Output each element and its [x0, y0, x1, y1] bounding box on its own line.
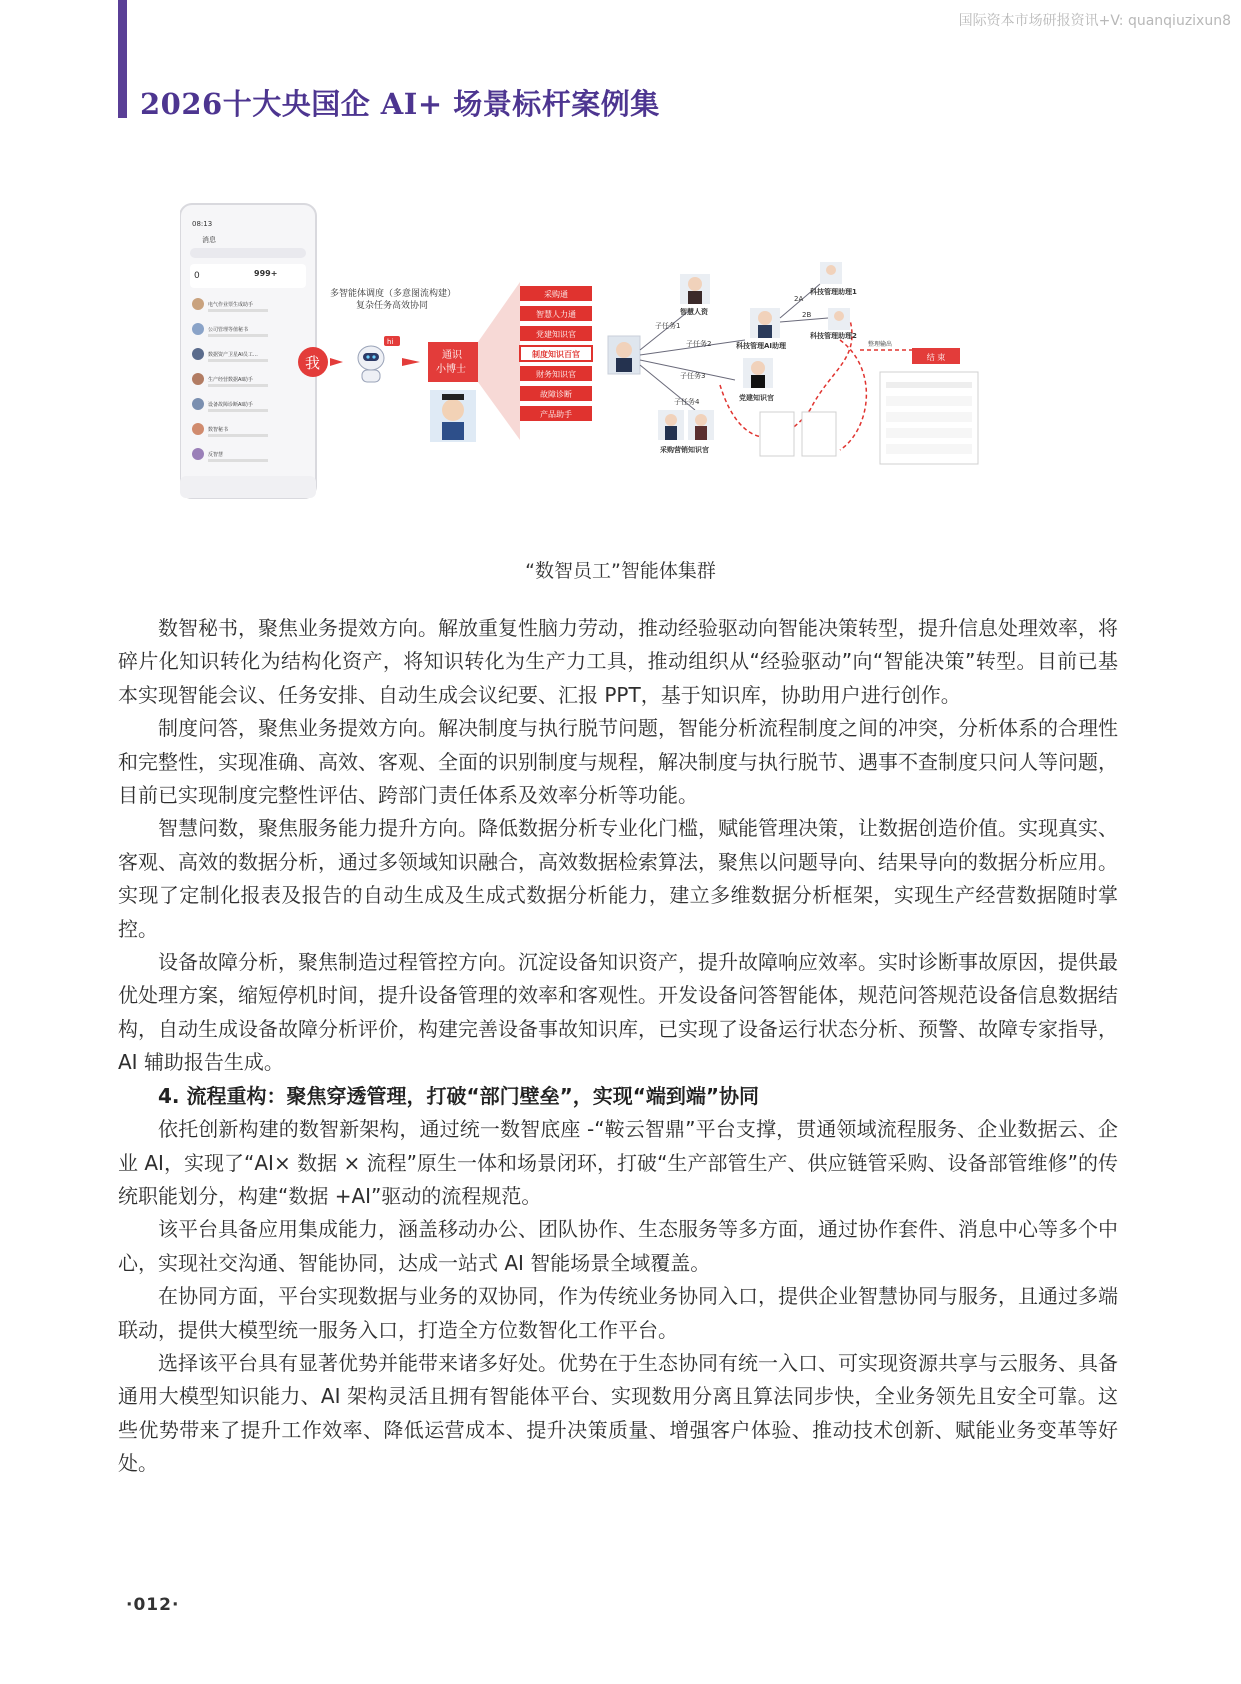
body-paragraph: 该平台具备应用集成能力，涵盖移动办公、团队协作、生态服务等多方面，通过协作套件、消息中心等多个中心，实现社交沟通、智能协同，达成一站式 AI 智能场景全域覆盖。: [118, 1217, 1118, 1275]
tongshi-box: [428, 342, 478, 382]
body-paragraph: 数智秘书，聚焦业务提效方向。解放重复性脑力劳动，推动经验驱动向智能决策转型，提升信息处理效率，将碎片化知识转化为结构化资产，将知识转化为生产力工具，推动组织从“经验驱动”向“智能决策”转型。目前已基本实现智能会议、任务安排、自动生成会议纪要、汇报 PPT，基于知识库，协助用户进行创作。: [118, 616, 1118, 707]
agent-menu-item: [520, 286, 592, 301]
watermark-text: 国际资本市场研报资讯+V: quanqiuzixun8: [958, 13, 1231, 29]
document-title: 2026十大央国企 AI+ 场景标杆案例集: [140, 87, 660, 121]
me-label: 我: [305, 354, 321, 372]
agent-menu-item: [520, 386, 592, 401]
agent-cluster-figure: [180, 200, 1070, 540]
doc-thumb-1: [760, 412, 794, 456]
body-paragraph: 依托创新构建的数智新架构，通过统一数智底座 -“鞍云智鼎”平台支撑，贯通领域流程服务、企业数据云、企业 AI，实现了“AI× 数据 × 流程”原生一体和场景闭环，打破“生产部管生产、供应链管采购、设备部管维修”的传统职能划分，构建“数据 +AI”驱动的流程规范。: [118, 1117, 1118, 1208]
agent-menu-item: [520, 346, 592, 361]
agent-menu: [520, 286, 592, 421]
phone-chat-name: 电气作业票生成助手: [208, 302, 254, 308]
page-number: ·012·: [126, 1595, 180, 1615]
phone-stat-right: 999+: [254, 269, 278, 278]
agent-label: 科技管理助理2: [810, 332, 857, 340]
header-accent-bar: [118, 0, 127, 118]
end-label: 结 束: [926, 353, 946, 362]
agent-menu-label: 党建知识官: [536, 330, 576, 339]
dispatch-subtitle: 复杂任务高效协同: [356, 301, 429, 311]
dispatch-title: 多智能体调度（多意图流构建）: [330, 289, 457, 299]
agent-menu-label: 故障诊断: [540, 390, 572, 399]
phone-tab-label: 消息: [202, 236, 216, 244]
phone-stat-left: 0: [194, 271, 200, 281]
svg-text:hi: hi: [387, 338, 394, 346]
agent-menu-item: [520, 306, 592, 321]
body-paragraph: 制度问答，聚焦业务提效方向。解决制度与执行脱节问题，智能分析流程制度之间的冲突，分析体系的合理性和完整性，实现准确、高效、客观、全面的识别制度与规程，解决制度与执行脱节、遇事不查制度只问人等问题，目前已实现制度完整性评估、跨部门责任体系及效率分析等功能。: [118, 716, 1118, 808]
subtask-label: 子任务2: [686, 340, 712, 348]
agent-menu-label: 智慧人力通: [536, 310, 576, 319]
body-paragraph: 在协同方面，平台实现数据与业务的双协同，作为传统业务协同入口，提供企业智慧协同与服务，且通过多端联动，提供大模型统一服务入口，打造全方位数智化工作平台。: [118, 1284, 1118, 1342]
body-text: [118, 612, 1118, 1481]
agent-menu-label: 财务知识官: [536, 370, 576, 379]
phone-time: 08:13: [192, 220, 213, 228]
agent-network: [608, 262, 978, 464]
agent-menu-label: 产品助手: [540, 410, 572, 419]
agent-label: 采购营销知识官: [660, 446, 709, 454]
branch-label: 2B: [802, 311, 812, 319]
phone-chat-name: 数据资产卫星AI员工…: [208, 352, 258, 358]
subtask-label: 子任务1: [655, 322, 681, 330]
fan-connector: [478, 282, 520, 440]
robot-icon: [358, 336, 400, 382]
tongshi-label-2: 小博士: [436, 364, 466, 375]
branch-label: 2A: [794, 295, 804, 303]
flow-label: 整理输出: [868, 341, 893, 348]
body-paragraph: 选择该平台具有显著优势并能带来诸多好处。优势在于生态协同有统一入口、可实现资源共享与云服务、具备通用大模型知识能力、AI 架构灵活且拥有智能体平台、实现数用分离且算法同步快，全业务领先且安全可靠。这些优势带来了提升工作效率、降低运营成本、提升决策质量、增强客户体验、推动技术创新、赋能业务变革等好处。: [118, 1350, 1118, 1476]
section-heading: 4. 流程重构：聚焦穿透管理，打破“部门壁垒”，实现“端到端”协同: [158, 1083, 760, 1108]
agent-menu-item: [520, 326, 592, 341]
agent-menu-label: 采购通: [544, 290, 568, 299]
doc-thumb-2: [802, 412, 836, 456]
phone-mockup: [180, 204, 316, 498]
body-paragraph: 智慧问数，聚焦服务能力提升方向。降低数据分析专业化门槛，赋能管理决策，让数据创造价值。实现真实、客观、高效的数据分析，通过多领域知识融合，高效数据检索算法，聚焦以问题导向、结果导向的数据分析应用。实现了定制化报表及报告的自动生成及生成式数据分析能力，建立多维数据分析框架，实现生产经营数据随时掌控。: [118, 816, 1118, 941]
phone-chat-name: 生产经营数据AI助手: [208, 377, 253, 383]
agent-label: 党建知识官: [739, 394, 774, 402]
agent-menu-item: [520, 366, 592, 381]
agent-menu-item: [520, 406, 592, 421]
agent-label: 智慧人资: [680, 308, 708, 316]
phone-chat-name: 反智慧: [208, 452, 224, 458]
agent-menu-label: 制度知识百官: [532, 350, 580, 359]
figure-caption: “数智员工”智能体集群: [525, 560, 716, 582]
tongshi-label-1: 通识: [442, 350, 462, 361]
phone-chat-name: 设备故障诊断AI助手: [208, 402, 253, 408]
subtask-label: 子任务3: [680, 372, 706, 380]
subtask-label: 子任务4: [674, 398, 700, 406]
agent-label: 科技管理AI助理: [736, 342, 787, 350]
phone-chat-name: 数智秘书: [208, 427, 229, 433]
doctor-avatar: [430, 390, 476, 442]
agent-label: 科技管理助理1: [810, 288, 857, 296]
phone-chat-name: 公司管理等值秘书: [208, 327, 249, 333]
body-paragraph: 设备故障分析，聚焦制造过程管控方向。沉淀设备知识资产，提升故障响应效率。实时诊断事故原因，提供最优处理方案，缩短停机时间，提升设备管理的效率和客观性。开发设备问答智能体，规范问答规范设备信息数据结构，自动生成设备故障分析评价，构建完善设备事故知识库，已实现了设备运行状态分析、预警、故障专家指导，AI 辅助报告生成。: [118, 950, 1118, 1075]
